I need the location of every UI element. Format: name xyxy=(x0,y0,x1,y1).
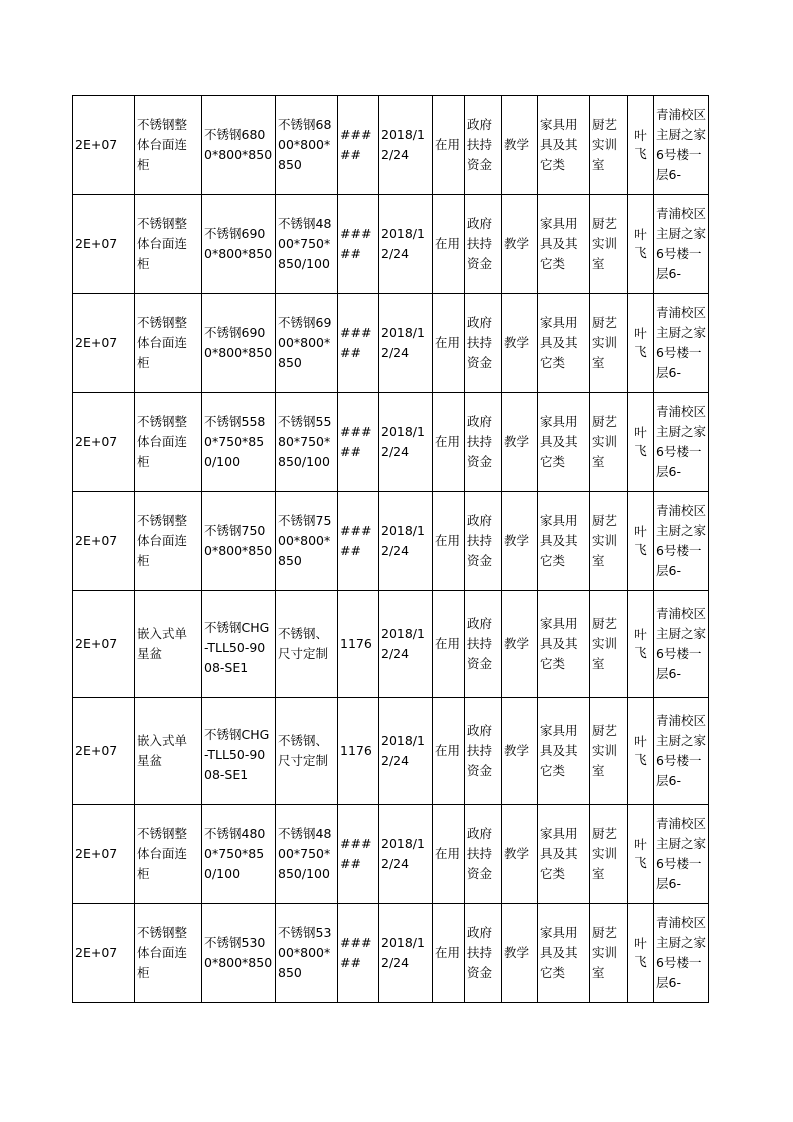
asset-name-cell: 不锈钢整体台面连柜 xyxy=(135,805,202,904)
usage-cell: 教学 xyxy=(502,805,538,904)
user-line-2: 飞 xyxy=(634,954,647,969)
location-cell: 青浦校区主厨之家6号楼一层6- xyxy=(654,591,709,698)
price-cell: 1176 xyxy=(338,698,379,805)
spec-cell: 不锈钢4800*750*850/100 xyxy=(202,805,276,904)
status-cell: 在用 xyxy=(433,96,465,195)
table-row xyxy=(73,294,709,393)
user-cell xyxy=(628,698,654,805)
price-cell: ##### xyxy=(338,294,379,393)
location-cell: 青浦校区主厨之家6号楼一层6- xyxy=(654,195,709,294)
model-cell: 不锈钢6800*800*850 xyxy=(276,96,338,195)
category-cell: 家具用具及其它类 xyxy=(538,393,590,492)
user-line-1: 叶 xyxy=(634,627,647,642)
model-cell: 不锈钢7500*800*850 xyxy=(276,492,338,591)
asset-table xyxy=(72,95,709,1003)
asset-name-cell: 嵌入式单星盆 xyxy=(135,591,202,698)
user-cell xyxy=(628,195,654,294)
user-line-1: 叶 xyxy=(634,425,647,440)
asset-id-cell: 2E+07 xyxy=(73,195,135,294)
spec-cell: 不锈钢6900*800*850 xyxy=(202,294,276,393)
usage-cell: 教学 xyxy=(502,96,538,195)
usage-cell: 教学 xyxy=(502,492,538,591)
location-cell: 青浦校区主厨之家6号楼一层6- xyxy=(654,805,709,904)
user-cell xyxy=(628,591,654,698)
date-cell: 2018/12/24 xyxy=(379,393,433,492)
asset-id-cell: 2E+07 xyxy=(73,96,135,195)
user-line-1: 叶 xyxy=(634,227,647,242)
category-cell: 家具用具及其它类 xyxy=(538,294,590,393)
fund-source-cell: 政府扶持资金 xyxy=(465,492,502,591)
price-cell: ##### xyxy=(338,492,379,591)
spec-cell: 不锈钢CHG-TLL50-9008-SE1 xyxy=(202,591,276,698)
table-row xyxy=(73,805,709,904)
status-cell: 在用 xyxy=(433,805,465,904)
status-cell: 在用 xyxy=(433,294,465,393)
department-cell: 厨艺实训室 xyxy=(590,393,628,492)
user-line-1: 叶 xyxy=(634,326,647,341)
status-cell: 在用 xyxy=(433,904,465,1003)
fund-source-cell: 政府扶持资金 xyxy=(465,698,502,805)
model-cell: 不锈钢4800*750*850/100 xyxy=(276,195,338,294)
table-row xyxy=(73,698,709,805)
table-row xyxy=(73,195,709,294)
category-cell: 家具用具及其它类 xyxy=(538,96,590,195)
user-line-1: 叶 xyxy=(634,524,647,539)
asset-name-cell: 不锈钢整体台面连柜 xyxy=(135,492,202,591)
fund-source-cell: 政府扶持资金 xyxy=(465,591,502,698)
user-cell xyxy=(628,393,654,492)
user-line-1: 叶 xyxy=(634,128,647,143)
spec-cell: 不锈钢6900*800*850 xyxy=(202,195,276,294)
asset-id-cell: 2E+07 xyxy=(73,591,135,698)
table-row xyxy=(73,904,709,1003)
spec-cell: 不锈钢5580*750*850/100 xyxy=(202,393,276,492)
fund-source-cell: 政府扶持资金 xyxy=(465,294,502,393)
category-cell: 家具用具及其它类 xyxy=(538,195,590,294)
category-cell: 家具用具及其它类 xyxy=(538,904,590,1003)
location-cell: 青浦校区主厨之家6号楼一层6- xyxy=(654,294,709,393)
category-cell: 家具用具及其它类 xyxy=(538,591,590,698)
department-cell: 厨艺实训室 xyxy=(590,195,628,294)
price-cell: 1176 xyxy=(338,591,379,698)
table-row xyxy=(73,591,709,698)
status-cell: 在用 xyxy=(433,591,465,698)
department-cell: 厨艺实训室 xyxy=(590,698,628,805)
user-cell xyxy=(628,904,654,1003)
date-cell: 2018/12/24 xyxy=(379,195,433,294)
user-line-2: 飞 xyxy=(634,146,647,161)
fund-source-cell: 政府扶持资金 xyxy=(465,96,502,195)
user-line-2: 飞 xyxy=(634,752,647,767)
asset-id-cell: 2E+07 xyxy=(73,698,135,805)
asset-id-cell: 2E+07 xyxy=(73,294,135,393)
department-cell: 厨艺实训室 xyxy=(590,96,628,195)
department-cell: 厨艺实训室 xyxy=(590,591,628,698)
model-cell: 不锈钢、尺寸定制 xyxy=(276,591,338,698)
user-cell xyxy=(628,294,654,393)
status-cell: 在用 xyxy=(433,393,465,492)
status-cell: 在用 xyxy=(433,698,465,805)
department-cell: 厨艺实训室 xyxy=(590,805,628,904)
category-cell: 家具用具及其它类 xyxy=(538,492,590,591)
department-cell: 厨艺实训室 xyxy=(590,904,628,1003)
model-cell: 不锈钢6900*800*850 xyxy=(276,294,338,393)
date-cell: 2018/12/24 xyxy=(379,96,433,195)
fund-source-cell: 政府扶持资金 xyxy=(465,805,502,904)
user-line-2: 飞 xyxy=(634,645,647,660)
user-line-2: 飞 xyxy=(634,542,647,557)
price-cell: ##### xyxy=(338,96,379,195)
model-cell: 不锈钢4800*750*850/100 xyxy=(276,805,338,904)
date-cell: 2018/12/24 xyxy=(379,904,433,1003)
department-cell: 厨艺实训室 xyxy=(590,492,628,591)
location-cell: 青浦校区主厨之家6号楼一层6- xyxy=(654,96,709,195)
spec-cell: 不锈钢7500*800*850 xyxy=(202,492,276,591)
category-cell: 家具用具及其它类 xyxy=(538,698,590,805)
price-cell: ##### xyxy=(338,904,379,1003)
user-line-2: 飞 xyxy=(634,443,647,458)
location-cell: 青浦校区主厨之家6号楼一层6- xyxy=(654,904,709,1003)
status-cell: 在用 xyxy=(433,492,465,591)
asset-name-cell: 不锈钢整体台面连柜 xyxy=(135,904,202,1003)
price-cell: ##### xyxy=(338,195,379,294)
asset-id-cell: 2E+07 xyxy=(73,805,135,904)
asset-name-cell: 不锈钢整体台面连柜 xyxy=(135,294,202,393)
table-row xyxy=(73,492,709,591)
date-cell: 2018/12/24 xyxy=(379,591,433,698)
asset-id-cell: 2E+07 xyxy=(73,492,135,591)
price-cell: ##### xyxy=(338,805,379,904)
user-line-1: 叶 xyxy=(634,936,647,951)
user-cell xyxy=(628,805,654,904)
asset-name-cell: 不锈钢整体台面连柜 xyxy=(135,393,202,492)
model-cell: 不锈钢5300*800*850 xyxy=(276,904,338,1003)
asset-name-cell: 嵌入式单星盆 xyxy=(135,698,202,805)
user-line-2: 飞 xyxy=(634,245,647,260)
user-line-2: 飞 xyxy=(634,855,647,870)
location-cell: 青浦校区主厨之家6号楼一层6- xyxy=(654,393,709,492)
category-cell: 家具用具及其它类 xyxy=(538,805,590,904)
fund-source-cell: 政府扶持资金 xyxy=(465,393,502,492)
user-cell xyxy=(628,96,654,195)
user-line-1: 叶 xyxy=(634,837,647,852)
asset-id-cell: 2E+07 xyxy=(73,904,135,1003)
date-cell: 2018/12/24 xyxy=(379,294,433,393)
asset-name-cell: 不锈钢整体台面连柜 xyxy=(135,96,202,195)
spec-cell: 不锈钢5300*800*850 xyxy=(202,904,276,1003)
model-cell: 不锈钢、尺寸定制 xyxy=(276,698,338,805)
location-cell: 青浦校区主厨之家6号楼一层6- xyxy=(654,698,709,805)
user-line-2: 飞 xyxy=(634,344,647,359)
table-row xyxy=(73,393,709,492)
usage-cell: 教学 xyxy=(502,393,538,492)
fund-source-cell: 政府扶持资金 xyxy=(465,195,502,294)
status-cell: 在用 xyxy=(433,195,465,294)
spec-cell: 不锈钢6800*800*850 xyxy=(202,96,276,195)
fund-source-cell: 政府扶持资金 xyxy=(465,904,502,1003)
user-cell xyxy=(628,492,654,591)
usage-cell: 教学 xyxy=(502,698,538,805)
usage-cell: 教学 xyxy=(502,195,538,294)
asset-name-cell: 不锈钢整体台面连柜 xyxy=(135,195,202,294)
department-cell: 厨艺实训室 xyxy=(590,294,628,393)
usage-cell: 教学 xyxy=(502,904,538,1003)
spec-cell: 不锈钢CHG-TLL50-9008-SE1 xyxy=(202,698,276,805)
date-cell: 2018/12/24 xyxy=(379,492,433,591)
user-line-1: 叶 xyxy=(634,734,647,749)
location-cell: 青浦校区主厨之家6号楼一层6- xyxy=(654,492,709,591)
usage-cell: 教学 xyxy=(502,591,538,698)
model-cell: 不锈钢5580*750*850/100 xyxy=(276,393,338,492)
date-cell: 2018/12/24 xyxy=(379,805,433,904)
usage-cell: 教学 xyxy=(502,294,538,393)
price-cell: ##### xyxy=(338,393,379,492)
table-row xyxy=(73,96,709,195)
date-cell: 2018/12/24 xyxy=(379,698,433,805)
asset-id-cell: 2E+07 xyxy=(73,393,135,492)
